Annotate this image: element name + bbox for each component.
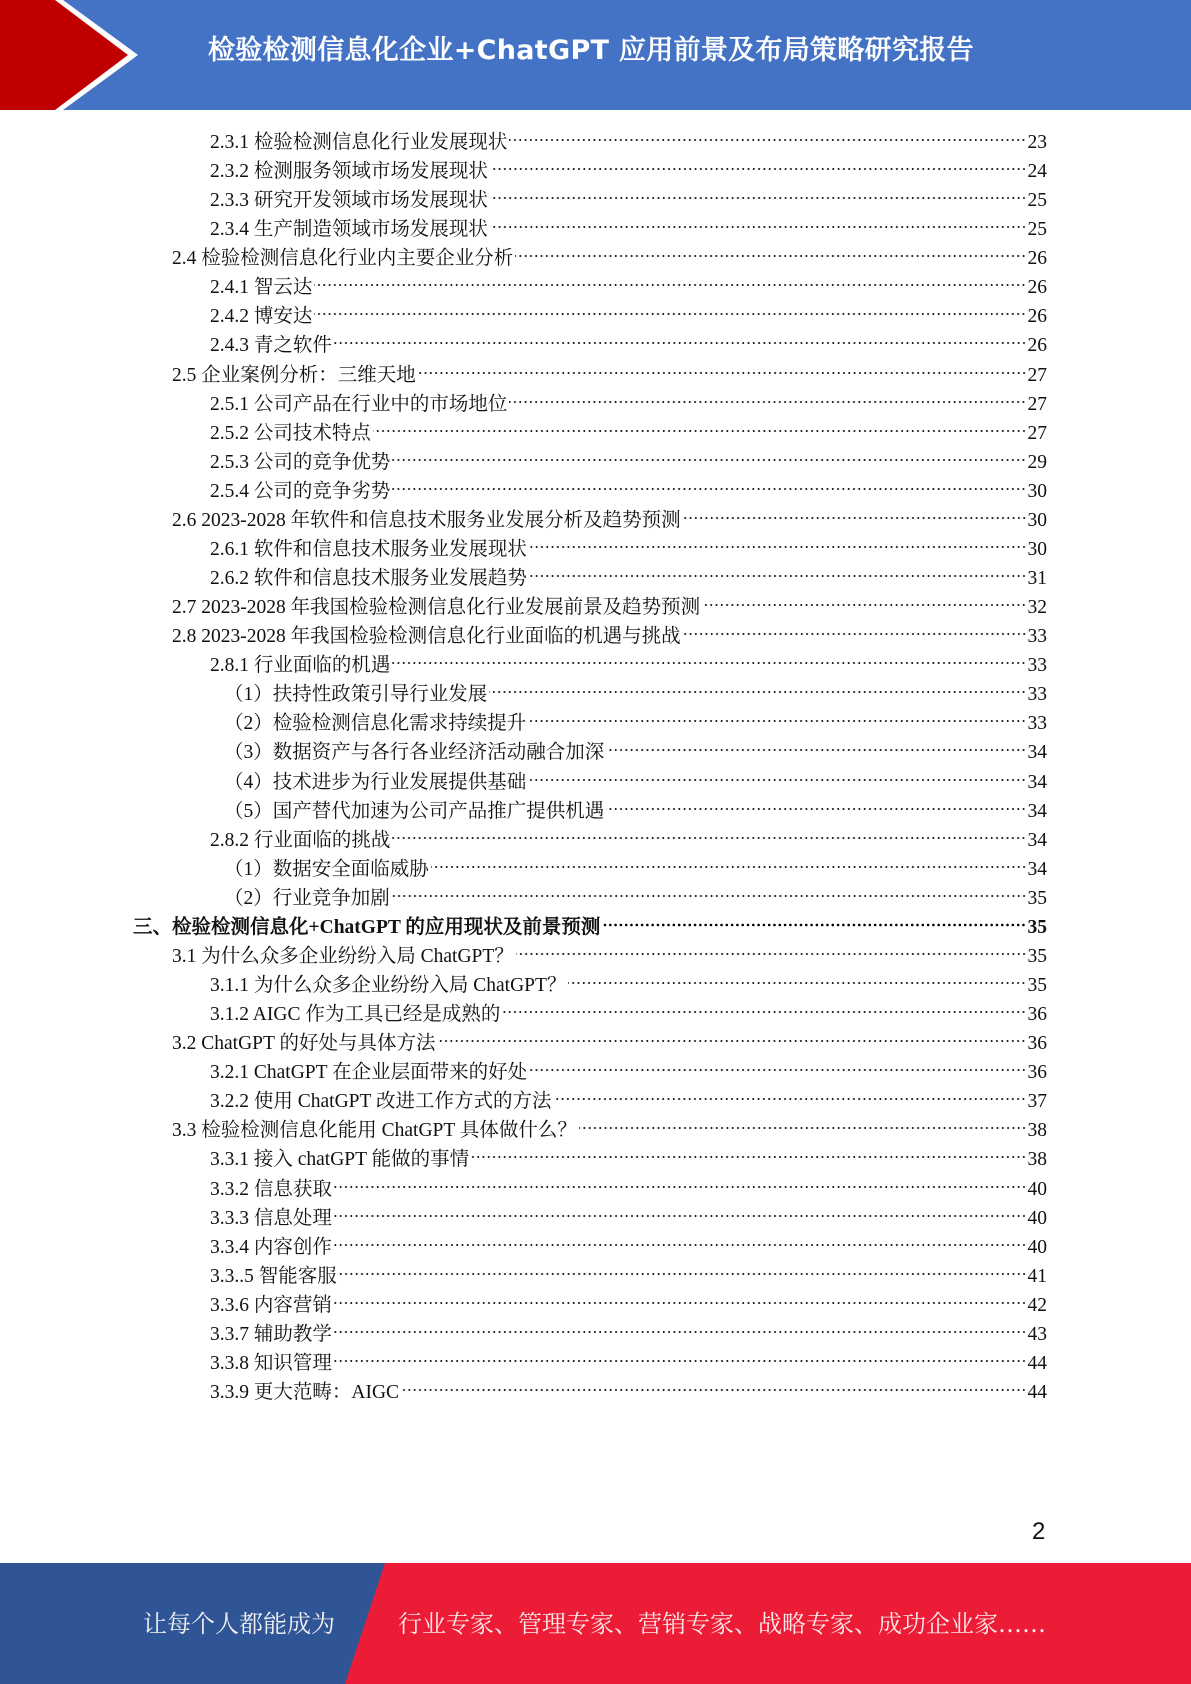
- toc-entry-title: （5）国产替代加速为公司产品推广提供机遇: [224, 800, 605, 822]
- toc-entry-title: 3.3..5 智能客服: [210, 1265, 337, 1287]
- dot-leader: [334, 1330, 1027, 1334]
- toc-entry-page: 34: [1027, 771, 1047, 793]
- toc-entry-title: 2.4.1 智云达: [210, 277, 313, 299]
- toc-entry[interactable]: [210, 215, 1047, 244]
- toc-entry-title: 3.2 ChatGPT 的好处与具体方法: [172, 1033, 436, 1055]
- toc-entry-page: 23: [1027, 132, 1047, 153]
- toc-entry-page: 33: [1027, 655, 1047, 677]
- toc-entry[interactable]: [210, 1233, 1047, 1262]
- toc-entry-page: 26: [1027, 277, 1047, 299]
- toc-entry[interactable]: [210, 1262, 1047, 1291]
- toc-entry-page: 30: [1027, 480, 1047, 502]
- toc-entry-title: 2.7 2023-2028 年我国检验检测信息化行业发展前景及趋势预测: [172, 597, 701, 619]
- toc-entry[interactable]: [172, 1116, 1047, 1145]
- toc-entry-title: （2）行业竞争加剧: [224, 887, 390, 909]
- dot-leader: [373, 429, 1027, 433]
- dot-leader: [529, 545, 1027, 549]
- toc-entry-title: 2.4.3 青之软件: [210, 335, 332, 357]
- toc-entry-title: 3.3.9 更大范畴：AIGC: [210, 1382, 400, 1403]
- toc-entry-page: 44: [1027, 1382, 1047, 1403]
- toc-entry-title: 2.6.1 软件和信息技术服务业发展现状: [210, 538, 527, 560]
- toc-entry[interactable]: [210, 1291, 1047, 1320]
- toc-entry[interactable]: [210, 302, 1047, 331]
- dot-leader: [392, 661, 1026, 665]
- dot-leader: [392, 836, 1026, 840]
- toc-entry[interactable]: [210, 971, 1047, 1000]
- toc-entry-page: 31: [1027, 568, 1047, 590]
- dot-leader: [314, 283, 1026, 287]
- toc-entry-page: 38: [1027, 1120, 1047, 1142]
- toc-entry[interactable]: [210, 128, 1047, 157]
- dot-leader: [515, 254, 1026, 258]
- toc-entry[interactable]: [224, 768, 1047, 797]
- toc-entry-page: 30: [1027, 509, 1047, 531]
- toc-entry-page: 42: [1027, 1294, 1047, 1316]
- dot-leader: [489, 690, 1026, 694]
- toc-entry-title: 2.8.2 行业面临的挑战: [210, 829, 391, 851]
- toc-entry-title: 2.6.2 软件和信息技术服务业发展趋势: [210, 568, 527, 590]
- dot-leader: [392, 458, 1026, 462]
- dot-leader: [314, 312, 1026, 316]
- toc-entry-page: 30: [1027, 538, 1047, 560]
- toc-entry-page: 34: [1027, 858, 1047, 880]
- toc-entry-page: 27: [1027, 422, 1047, 444]
- toc-entry-title: 3.2.2 使用 ChatGPT 改进工作方式的方法: [210, 1091, 552, 1113]
- toc-entry[interactable]: [224, 797, 1047, 826]
- dot-leader: [529, 574, 1027, 578]
- dot-leader: [334, 1185, 1027, 1189]
- toc-entry[interactable]: [210, 157, 1047, 186]
- toc-entry[interactable]: [210, 564, 1047, 593]
- toc-entry-page: 26: [1027, 248, 1047, 270]
- toc-entry-title: 2.5.2 公司技术特点: [210, 422, 371, 444]
- toc-entry-title: （4）技术进步为行业发展提供基础: [224, 771, 527, 793]
- dot-leader: [606, 748, 1026, 752]
- toc-entry[interactable]: [133, 913, 1047, 942]
- toc-entry[interactable]: [224, 855, 1047, 884]
- toc-entry-page: 24: [1027, 161, 1047, 183]
- toc-entry-page: 40: [1027, 1178, 1047, 1200]
- toc-entry[interactable]: [172, 593, 1047, 622]
- dot-leader: [568, 981, 1026, 985]
- toc-entry-title: 3.3.8 知识管理: [210, 1352, 332, 1374]
- toc-entry-title: 2.3.4 生产制造领域市场发展现状: [210, 219, 488, 241]
- toc-entry[interactable]: [224, 738, 1047, 767]
- toc-entry[interactable]: [210, 419, 1047, 448]
- toc-entry[interactable]: [172, 506, 1047, 535]
- toc-entry[interactable]: [172, 942, 1047, 971]
- toc-entry-title: 3.3.4 内容创作: [210, 1236, 332, 1258]
- toc-entry[interactable]: [210, 1204, 1047, 1233]
- toc-entry[interactable]: [210, 1349, 1047, 1378]
- toc-entry-title: （1）数据安全面临威胁: [224, 858, 429, 880]
- toc-entry-page: 33: [1027, 626, 1047, 648]
- dot-leader: [334, 1214, 1027, 1218]
- toc-entry-title: 2.5.3 公司的竞争优势: [210, 451, 391, 473]
- dot-leader: [683, 516, 1027, 520]
- toc-entry-title: 2.3.1 检验检测信息化行业发展现状: [210, 132, 508, 153]
- dot-leader: [606, 807, 1026, 811]
- toc-entry-page: 36: [1027, 1062, 1047, 1084]
- toc-entry-page: 27: [1027, 393, 1047, 415]
- dot-leader: [528, 719, 1026, 723]
- toc-entry[interactable]: [172, 361, 1047, 390]
- toc-entry-page: 35: [1027, 916, 1047, 938]
- toc-entry-title: 2.8.1 行业面临的机遇: [210, 655, 391, 677]
- toc-entry[interactable]: [210, 826, 1047, 855]
- dot-leader: [529, 1068, 1026, 1072]
- toc-entry-title: 3.3.7 辅助教学: [210, 1323, 332, 1345]
- toc-entry[interactable]: [210, 477, 1047, 506]
- toc-entry[interactable]: [172, 622, 1047, 651]
- dot-leader: [490, 225, 1027, 229]
- toc-entry[interactable]: [210, 1058, 1047, 1087]
- toc-entry-title: 2.4.2 博安达: [210, 306, 313, 328]
- toc-entry-page: 26: [1027, 335, 1047, 357]
- dot-leader: [579, 1126, 1027, 1130]
- toc-entry[interactable]: [210, 1000, 1047, 1029]
- dot-leader: [502, 1010, 1026, 1014]
- toc-entry-page: 40: [1027, 1236, 1047, 1258]
- toc-entry-title: 2.8 2023-2028 年我国检验检测信息化行业面临的机遇与挑战: [172, 626, 681, 648]
- toc-entry-page: 32: [1027, 597, 1047, 619]
- toc-entry-page: 25: [1027, 219, 1047, 241]
- page-number: 2: [1032, 1518, 1046, 1545]
- toc-entry[interactable]: [210, 1175, 1047, 1204]
- toc-entry-page: 25: [1027, 190, 1047, 212]
- toc-entry-title: 3.2.1 ChatGPT 在企业层面带来的好处: [210, 1062, 528, 1084]
- toc-entry[interactable]: [172, 1029, 1047, 1058]
- toc-entry-page: 41: [1027, 1265, 1047, 1287]
- dot-leader: [339, 1272, 1027, 1276]
- toc-entry-title: 3.1 为什么众多企业纷纷入局 ChatGPT？: [172, 945, 514, 967]
- toc-entry-page: 44: [1027, 1352, 1047, 1374]
- dot-leader: [334, 1243, 1027, 1247]
- dot-leader: [509, 400, 1026, 404]
- dot-leader: [683, 632, 1027, 636]
- header-banner: [0, 0, 1191, 110]
- dot-leader: [334, 341, 1027, 345]
- footer-banner: [0, 1563, 1191, 1684]
- toc-entry[interactable]: [210, 331, 1047, 360]
- dot-leader: [437, 1039, 1026, 1043]
- toc-entry-page: 35: [1027, 975, 1047, 997]
- toc-entry-title: 3.1.1 为什么众多企业纷纷入局 ChatGPT？: [210, 975, 567, 997]
- footer-slogan-left: 让每个人都能成为: [143, 1610, 335, 1638]
- dot-leader: [392, 894, 1027, 898]
- dot-leader: [392, 487, 1026, 491]
- toc-entry[interactable]: [210, 390, 1047, 419]
- toc-entry[interactable]: [210, 1378, 1047, 1407]
- toc-entry-page: 36: [1027, 1033, 1047, 1055]
- dot-leader: [516, 952, 1027, 956]
- toc-entry-page: 38: [1027, 1149, 1047, 1171]
- toc-entry-page: 33: [1027, 713, 1047, 735]
- toc-entry-page: 35: [1027, 887, 1047, 909]
- toc-entry[interactable]: [210, 1145, 1047, 1174]
- arrow-chevron-icon: [0, 0, 160, 110]
- toc-entry-title: 2.5 企业案例分析：三维天地: [172, 364, 416, 386]
- dot-leader: [334, 1359, 1027, 1363]
- dot-leader: [553, 1097, 1026, 1101]
- toc-entry-title: 2.4 检验检测信息化行业内主要企业分析: [172, 248, 514, 270]
- toc-entry-title: 3.3.6 内容营销: [210, 1294, 332, 1316]
- toc-entry[interactable]: [210, 448, 1047, 477]
- toc-entry-title: 2.3.2 检测服务领域市场发展现状: [210, 161, 488, 183]
- dot-leader: [401, 1388, 1026, 1392]
- dot-leader: [431, 865, 1027, 869]
- dot-leader: [490, 167, 1027, 171]
- toc-entry-title: （1）扶持性政策引导行业发展: [224, 684, 488, 706]
- toc-entry-page: 34: [1027, 742, 1047, 764]
- toc-entry-title: 2.5.1 公司产品在行业中的市场地位: [210, 393, 508, 415]
- toc-entry-page: 29: [1027, 451, 1047, 473]
- toc-entry[interactable]: [210, 651, 1047, 680]
- dot-leader: [602, 923, 1026, 927]
- dot-leader: [334, 1301, 1027, 1305]
- dot-leader: [471, 1155, 1026, 1159]
- toc-entry[interactable]: [210, 1087, 1047, 1116]
- toc-entry[interactable]: [210, 186, 1047, 215]
- toc-entry-page: 34: [1027, 800, 1047, 822]
- toc-entry[interactable]: [172, 244, 1047, 273]
- toc-entry-page: 33: [1027, 684, 1047, 706]
- toc-entry-title: 三、检验检测信息化+ChatGPT 的应用现状及前景预测: [133, 916, 601, 938]
- dot-leader: [509, 138, 1026, 142]
- toc-entry-page: 26: [1027, 306, 1047, 328]
- toc-entry-title: 3.3 检验检测信息化能用 ChatGPT 具体做什么？: [172, 1120, 577, 1142]
- toc-entry-title: 3.3.2 信息获取: [210, 1178, 332, 1200]
- dot-leader: [702, 603, 1026, 607]
- dot-leader: [490, 196, 1027, 200]
- toc-entry[interactable]: [224, 884, 1047, 913]
- dot-leader: [418, 371, 1027, 375]
- toc-entry-title: 3.3.3 信息处理: [210, 1207, 332, 1229]
- toc-entry[interactable]: [224, 680, 1047, 709]
- toc-entry-page: 35: [1027, 945, 1047, 967]
- toc-entry-title: 3.3.1 接入 chatGPT 能做的事情: [210, 1149, 470, 1171]
- toc-entry-page: 27: [1027, 364, 1047, 386]
- toc-entry[interactable]: [210, 273, 1047, 302]
- toc-entry-title: （2）检验检测信息化需求持续提升: [224, 713, 527, 735]
- toc-entry-title: （3）数据资产与各行各业经济活动融合加深: [224, 742, 605, 764]
- toc-entry-page: 34: [1027, 829, 1047, 851]
- toc-entry-page: 37: [1027, 1091, 1047, 1113]
- toc-entry[interactable]: [210, 1320, 1047, 1349]
- toc-entry-page: 36: [1027, 1004, 1047, 1026]
- toc-entry-title: 2.6 2023-2028 年软件和信息技术服务业发展分析及趋势预测: [172, 509, 681, 531]
- toc-entry-page: 40: [1027, 1207, 1047, 1229]
- toc-entry[interactable]: [224, 709, 1047, 738]
- toc-entry-page: 43: [1027, 1323, 1047, 1345]
- toc-entry-title: 2.5.4 公司的竞争劣势: [210, 480, 391, 502]
- dot-leader: [528, 778, 1026, 782]
- toc-entry[interactable]: [210, 535, 1047, 564]
- report-title: 检验检测信息化企业+ChatGPT 应用前景及布局策略研究报告: [208, 35, 974, 66]
- toc-entry-title: 2.3.3 研究开发领域市场发展现状: [210, 190, 488, 212]
- toc-entry-title: 3.1.2 AIGC 作为工具已经是成熟的: [210, 1004, 501, 1026]
- footer-slogan-right: 行业专家、管理专家、营销专家、战略专家、成功企业家……: [398, 1610, 1046, 1638]
